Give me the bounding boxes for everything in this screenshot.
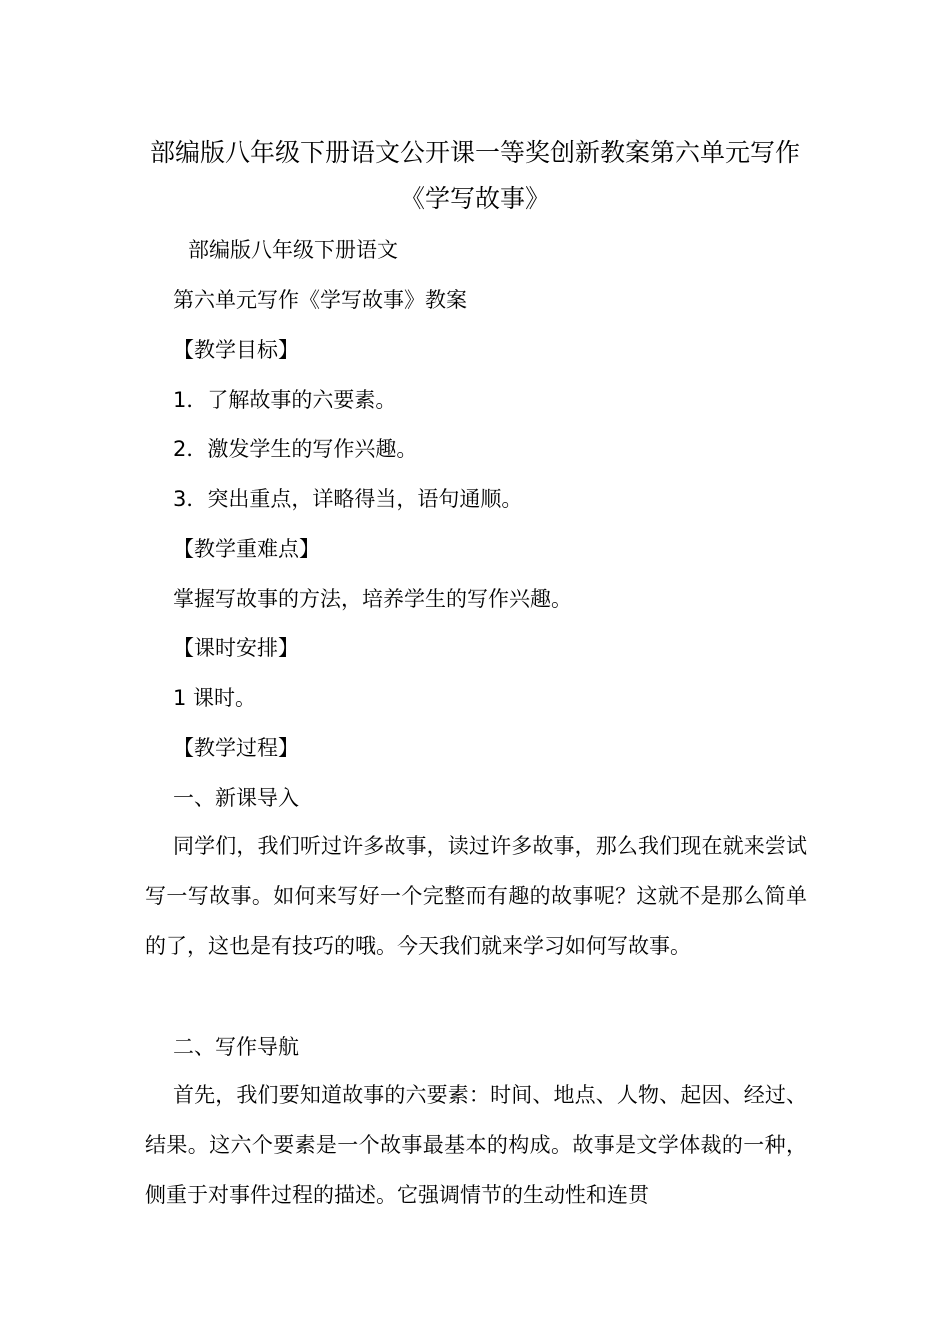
goal-item-2: 2．激发学生的写作兴趣。 xyxy=(173,437,418,461)
document-title: 部编版八年级下册语文公开课一等奖创新教案第六单元写作《学写故事》 xyxy=(149,138,800,213)
section1-heading: 一、新课导入 xyxy=(173,786,299,810)
process-heading: 【教学过程】 xyxy=(173,736,299,760)
goal-item-1: 1．了解故事的六要素。 xyxy=(173,388,397,412)
subtitle-line-2: 第六单元写作《学写故事》教案 xyxy=(173,288,467,312)
section2-paragraph: 首先，我们要知道故事的六要素：时间、地点、人物、起因、经过、结果。这六个要素是一个故事最基本的构成。故事是文学体裁的一种，侧重于对事件过程的描述。它强调情节的生动性和连贯 xyxy=(145,1083,807,1207)
goal-item-3: 3．突出重点，详略得当，语句通顺。 xyxy=(173,487,523,511)
keypoints-heading: 【教学重难点】 xyxy=(173,537,320,561)
keypoints-text: 掌握写故事的方法，培养学生的写作兴趣。 xyxy=(173,587,572,611)
goals-heading: 【教学目标】 xyxy=(173,338,299,362)
section2-heading: 二、写作导航 xyxy=(173,1035,299,1059)
section1-paragraph: 同学们，我们听过许多故事，读过许多故事，那么我们现在就来尝试写一写故事。如何来写好一个完整而有趣的故事呢？这就不是那么简单的了，这也是有技巧的哦。今天我们就来学习如何写故事。 xyxy=(145,834,807,958)
schedule-heading: 【课时安排】 xyxy=(173,636,299,660)
schedule-text: 1 课时。 xyxy=(173,686,257,710)
subtitle-line-1: 部编版八年级下册语文 xyxy=(188,238,398,262)
